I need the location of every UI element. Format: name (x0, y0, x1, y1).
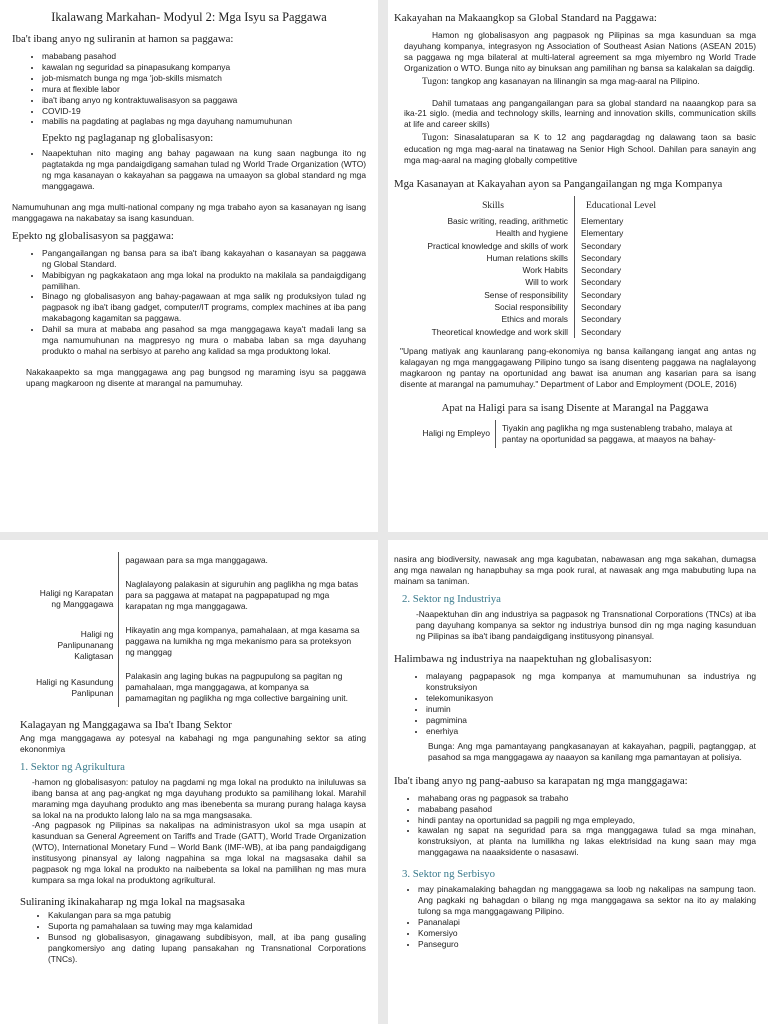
level-cell: Secondary (575, 301, 668, 313)
table-row (24, 668, 366, 707)
tugon-1 (394, 76, 756, 88)
table-row (398, 276, 667, 288)
pillar-desc: pagawaan para sa mga manggagawa. (119, 552, 366, 576)
paragraph-hamon: Hamon ng globalisasyon ang pagpasok ng Pilipinas sa mga kasunduan sa mga dayuhang kompanya, integrasyon ng Association of Southeast Asian Nations (ASEAN 2015) sa paggawa ng mga bilateral at multi-lateral agreement sa mga miyembro ng World Trade Organization o WTO. Bunga nito ay binuksan ang pamilihan ng bansa sa kalakalan sa daigdig. (404, 30, 756, 73)
list-item: • Mabibigyan ng pagkakataon ang mga lokal na produkto na makilala sa pandaigdigang pamilihan. (42, 270, 366, 292)
list-item: • Suporta ng pamahalaan sa tuwing may mga kalamidad (48, 921, 366, 932)
table-row (398, 215, 667, 227)
list-item: • enerhiya (426, 726, 756, 737)
table-row (398, 289, 667, 301)
list-item: • job-mismatch bunga ng mga 'job-skills mismatch (42, 73, 366, 84)
tugon-2 (394, 132, 756, 166)
table-row (398, 227, 667, 239)
level-cell: Secondary (575, 264, 668, 276)
list-item: • Bunsod ng globalisasyon, ginagawang subdibisyon, mall, at iba pang gusaling pangkomersiyo ang dating lupang pansakahan ng Transnational Corporations (TNCs). (48, 932, 366, 965)
list-epekto-paglaganap (12, 148, 366, 192)
tugon-label: Tugon: (422, 133, 449, 144)
paragraph-namumuhunan: Namumuhunan ang mga multi-national company ng mga trabaho ayon sa kasanayan ng isang manggagawa na nakabatay sa isang kasunduan. (12, 201, 366, 223)
tugon-text: Sinasalatuparan sa K to 12 ang pagdaragdag ng dalawang taon sa basic education ng mga mag-aaral na tinatawag na Senior High School. Dahilan para sanayin ang mga mag-aaral na maging globally competitive (404, 132, 756, 166)
level-cell: Secondary (575, 240, 668, 252)
list-item: • mababang pasahod (42, 51, 366, 62)
section-agrikultura: 1. Sektor ng Agrikultura (20, 760, 125, 773)
list-item: • mabilis na pagdating at paglabas ng mga dayuhang namumuhunan (42, 116, 366, 127)
paragraph-dahil: Dahil tumataas ang pangangailangan para sa global standard na naaangkop para sa ika-21 siglo. (media and technology skills, learning and innovation skills, communication skills at life and career skills) (404, 97, 756, 130)
pillar-desc: Hikayatin ang mga kompanya, pamahalaan, at mga kasama sa paggawa na lumikha ng mga mekanismo para sa proteksyon ng manggag (119, 622, 366, 668)
heading-kalagayan: Kalagayan ng Manggagawa sa Iba't Ibang Sektor (20, 719, 232, 731)
level-cell: Secondary (575, 326, 668, 338)
list-item: • iba't ibang anyo ng kontraktuwalisasyon sa paggawa (42, 95, 366, 106)
table-row (398, 264, 667, 276)
list-item: • kawalan ng seguridad sa pinapasukang kompanya (42, 62, 366, 73)
skill-cell: Theoretical knowledge and work skill (431, 326, 568, 337)
list-industriya (394, 671, 756, 736)
list-suliranin (12, 51, 366, 127)
level-cell: Secondary (575, 276, 668, 288)
list-item: • Pangangailangan ng bansa para sa iba't ibang kakayahan o kasanayan sa paggawa ng Global Standard. (42, 248, 366, 270)
skill-cell: Sense of responsibility (484, 289, 568, 300)
level-cell: Secondary (575, 289, 668, 301)
table-row (24, 552, 366, 576)
list-item: • mura at flexible labor (42, 84, 366, 95)
skill-cell: Social responsibility (494, 302, 568, 313)
paragraph-pagpasok: -Ang pagpasok ng Pilipinas sa nakalipas na administrasyon ukol sa mga usapin at kasunduan sa General Agreement on Tariffs and Trade (GATT), World Trade Organization (WTO), International Monetary Fund – World Bank (IMF-WB), at iba pang pandaigdigang institusyong pinansyal ay lalong nagpahina sa mga lokal na magsasaka dahil sa pagpasok ng mga lokal na produkto na naibebenta sa lokal na pamilihan ng mas mura kumpara sa mga lokal na produktong agrikultural. (32, 820, 366, 885)
list-item: • Pananalapi (418, 917, 756, 928)
skill-cell: Practical knowledge and skills of work (427, 240, 568, 251)
heading-apat-na-haligi: Apat na Haligi para sa isang Disente at Marangal na Paggawa (441, 401, 709, 414)
heading-kakayahan: Kakayahan na Makaangkop sa Global Standard na Paggawa: (394, 12, 657, 24)
list-item: • inumin (426, 704, 756, 715)
skill-cell: Health and hygiene (495, 228, 568, 239)
list-pang-aabuso (394, 793, 756, 858)
list-item: • telekomunikasyon (426, 693, 756, 704)
pillar-table (24, 552, 366, 707)
level-cell: Elementary (575, 215, 668, 227)
table-row (398, 326, 667, 338)
paragraph-nakakaapekto: Nakakaapekto sa mga manggagawa ang pag bungsod ng maraming isyu sa paggawa upang magkaroon ng disente at marangal na pamumuhay. (26, 366, 366, 388)
module-title: Ikalawang Markahan- Modyul 2: Mga Isyu sa Paggawa (51, 10, 327, 24)
skill-cell: Ethics and morals (501, 314, 568, 325)
heading-kasanayan: Mga Kasanayan at Kakayahan ayon sa Pangangailangan ng mga Kompanya (394, 177, 723, 190)
list-item: • kawalan ng sapat na seguridad para sa mga manggagawa tulad sa mga minahan, konstruksiyon, at planta na lumilikha ng lakas elektrisidad na kung saan may mga manggagawa na naaaksidente o nasasawi. (418, 825, 756, 858)
pillar-desc: Palakasin ang laging bukas na pagpupulong sa pagitan ng pamahalaan, mga manggagawa, at kompanya sa pamamagitan ng paglikha ng mga collective bargaining unit. (119, 668, 366, 707)
level-cell: Secondary (575, 313, 668, 325)
list-suliranin-magsasaka (12, 910, 366, 965)
table-row (398, 252, 667, 264)
paragraph-bunga: Bunga: Ang mga pamantayang pangkasanayan at kakayahan, pagpili, pagtanggap, at pasahod sa mga manggagawa ay naaayon sa kanilang mga pamantayan at polisiya. (428, 740, 756, 762)
pillar-desc: Naglalayong palakasin at siguruhin ang paglikha ng mga batas para sa paggawa at matapat na pagpapatupad ng mga karapatan ng mga manggagawa. (119, 576, 366, 622)
page-1 (0, 0, 378, 532)
pillar-name: Haligi ng Kasundung Panlipunan (36, 676, 114, 698)
pillar-name: Haligi ng Empleyo (422, 428, 490, 439)
list-item: • hindi pantay na oportunidad sa pagpili ng mga empleyado, (418, 815, 756, 826)
paragraph-hamon-agrikultura: -hamon ng globalisasyon: patuloy na pagdami ng mga lokal na produkto na iniluluwas sa ibang bansa at ang pag-angkat ng mga dayuhang produkto sa pamilihang lokal. Marahil maraming mga dayuhang produkto ang mas ibenebenta sa murang purang halaga kaysa sa lokal na na produkto lalong lalo na sa mga mangsasaka. (32, 776, 366, 820)
table-row (398, 240, 667, 252)
list-epekto-globalisasyon (12, 248, 366, 357)
list-item: • mahabang oras ng pagpasok sa trabaho (418, 793, 756, 804)
table-row (398, 420, 756, 448)
skill-cell: Work Habits (522, 265, 568, 276)
tugon-label: Tugon: (422, 76, 449, 87)
section-serbisyo: 3. Sektor ng Serbisyo (402, 868, 495, 881)
heading-halimbawa-industriya: Halimbawa ng industriya na naapektuhan ng globalisasyon: (394, 653, 652, 666)
heading-pang-aabuso: Iba't ibang anyo ng pang-aabuso sa karapatan ng mga manggagawa: (394, 774, 688, 787)
tugon-text: tangkop ang kasanayan na lilinangin sa mga mag-aaral na Pilipino. (451, 75, 700, 86)
list-item: • Dahil sa mura at mababa ang pasahod sa mga manggagawa kaya't madali lang sa mga namumuhunan na magpresyo ng mura o mababa laban sa mga dayuhang produkto o mahal na serbisyo at pareho ang kalidad sa mga produktong lokal. (42, 324, 366, 357)
list-item: • Komersiyo (418, 928, 756, 939)
pillar-table (398, 420, 756, 448)
heading-epekto-globalisasyon: Epekto ng globalisasyon sa paggawa: (12, 229, 174, 242)
list-serbisyo (394, 884, 756, 949)
pillar-name: Haligi ng Karapatan ng Manggagawa (39, 588, 114, 609)
table-row (398, 313, 667, 325)
list-item: • may pinakamalaking bahagdan ng manggagawa sa loob ng nakalipas na sampung taon. Ang pagkaki ng bahagdan o bilang ng mga manggagawa sa sektor na ito ay malaking tulong sa mga manggagawang Pilipino. (418, 884, 756, 917)
table-row (398, 301, 667, 313)
pillar-desc: Tiyakin ang paglikha ng mga sustenableng trabaho, malaya at pantay na oportunidad sa paggawa, at maayos na bahay- (496, 420, 757, 448)
level-cell: Secondary (575, 252, 668, 264)
skill-cell: Will to work (525, 277, 568, 288)
list-item: • COVID-19 (42, 106, 366, 117)
level-cell: Elementary (575, 227, 668, 239)
page-3 (0, 540, 378, 1024)
subheading-epekto-paglaganap: Epekto ng paglaganap ng globalisasyon: (42, 133, 214, 145)
page-4 (388, 540, 768, 1024)
paragraph-biodiversity: nasira ang biodiversity, nawasak ang mga kagubatan, nabawasan ang mga sakahan, dumagsa ang mga nawalan ng hanapbuhay sa mga pook rural, at nawasak ang mga mabubuting lupa na mainam sa taniman. (394, 554, 756, 586)
list-item: • Naapektuhan nito maging ang bahay pagawaan na kung saan nagbunga ito ng pagtatakda ng mga pandaigdigang samahan tulad ng World Trade Organization (WTO) ng mga kasanayan o kakayahan sa paggawa na umaayon sa global standard ng mga manggagawa. (42, 148, 366, 192)
list-item: • mababang pasahod (418, 804, 756, 815)
list-item: • pagmimina (426, 715, 756, 726)
skill-cell: Human relations skills (486, 252, 568, 263)
page-2 (388, 0, 768, 532)
heading-suliranin-magsasaka: Suliraning ikinakaharap ng mga lokal na magsasaka (20, 895, 245, 908)
list-item: • Panseguro (418, 939, 756, 950)
paragraph-industriya: -Naapektuhan din ang industriya sa pagpasok ng Transnational Corporations (TNCs) at iba pang dayuhang kompanya sa sektor ng industriya bunsod din ng mga naging kasunduan ng Pilipinas sa iba't ibang pandaigdigang institusyong pinansyal. (416, 608, 756, 641)
heading-suliranin: Iba't ibang anyo ng suliranin at hamon sa paggawa: (12, 33, 234, 45)
paragraph-potesyal: Ang mga manggagawa ay potesyal na kabahagi ng mga pangunahing sektor sa ating ekononmiya (20, 733, 366, 754)
list-item: • Kakulangan para sa mga patubig (48, 910, 366, 921)
pillar-name: Haligi ng Panlipunanang Kaligtasan (57, 628, 114, 661)
skills-table (398, 196, 667, 338)
list-item: • Binago ng globalisasyon ang bahay-pagawaan at mga salik ng produksiyon tulad ng pagpasok ng iba't ibang gadget, computer/IT programs, complex machines at iba pang makabagong kagamitan sa paggawa. (42, 291, 366, 324)
skill-cell: Basic writing, reading, arithmetic (447, 215, 568, 226)
table-row (24, 622, 366, 668)
section-industriya: 2. Sektor ng Industriya (402, 592, 501, 605)
list-item: • malayang pagpapasok ng mga kompanya at mamumuhunan sa industriya ng konstruksiyon (426, 671, 756, 693)
level-header: Educational Level (575, 196, 668, 215)
skills-header: Skills (482, 199, 504, 211)
table-row (24, 576, 366, 622)
dole-quote: "Upang matiyak ang kaunlarang pang-ekonomiya ng bansa kailangang iangat ang antas ng kalagayan ng mga manggagawang Pilipino tungo sa isang disenteng paggawa na naglalayong magkaroon ng pantay na oportunidad ang bawat isa anuman ang kasarian para sa isang disente at marangal na pamumuhay." Department of Labor and Employment (DOLE, 2016) (400, 345, 756, 389)
